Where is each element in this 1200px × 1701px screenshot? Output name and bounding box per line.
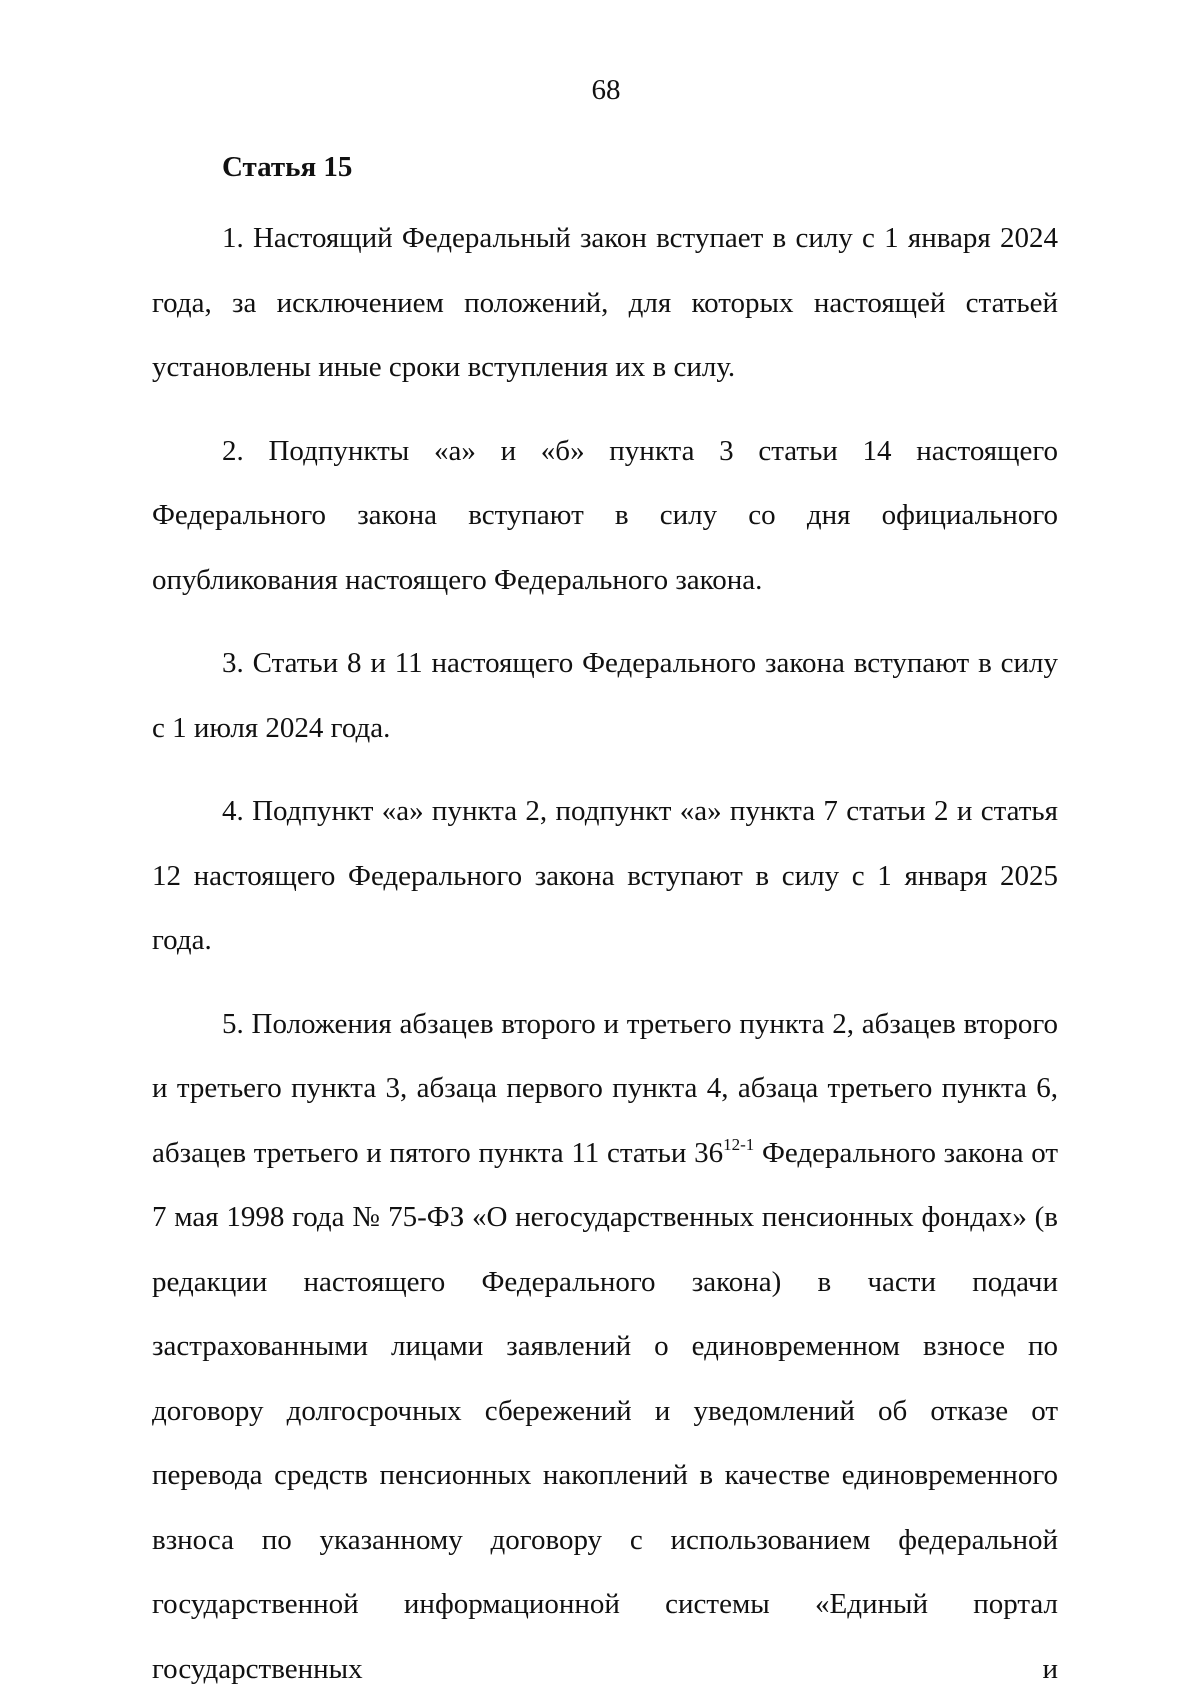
paragraph-1: 1. Настоящий Федеральный закон вступает в силу с 1 января 2024 года, за исключением положений, для которых настоящей статьей установлены иные сроки вступления их в силу. [152, 206, 1058, 400]
paragraph-5 [152, 992, 1058, 1701]
paragraph-5-text-start: 5. Положения абзацев второго и третьего пункта 2, абзацев второго и третьего пункта 3, абзаца первого пункта 4, абзаца третьего пункта 6, абзацев третьего и пятого пункта 11 статьи 36 [152, 1008, 1058, 1169]
article-title: Статья 15 [222, 147, 1058, 187]
paragraph-4: 4. Подпункт «а» пункта 2, подпункт «а» пункта 7 статьи 2 и статья 12 настоящего Федерального закона вступают в силу с 1 января 2025 года. [152, 779, 1058, 973]
paragraph-2: 2. Подпункты «а» и «б» пункта 3 статьи 14 настоящего Федерального закона вступают в силу со дня официального опубликования настоящего Федерального закона. [152, 419, 1058, 613]
article-body [152, 147, 1058, 1701]
paragraph-5-text-end: Федерального закона от 7 мая 1998 года № 75-ФЗ «О негосударственных пенсионных фондах» (в редакции настоящего Федерального закона) в части подачи застрахованными лицами заявлений о единовременном взносе по договору долгосрочных сбережений и уведомлений об отказе от перевода средств пенсионных накоплений в качестве единовременного взноса по указанному договору с использованием федеральной государственной информационной системы «Единый портал государственных и [152, 1137, 1058, 1685]
article-number-superscript: 12-1 [723, 1135, 754, 1154]
page-number: 68 [0, 72, 1200, 108]
paragraph-3: 3. Статьи 8 и 11 настоящего Федерального закона вступают в силу с 1 июля 2024 года. [152, 631, 1058, 760]
